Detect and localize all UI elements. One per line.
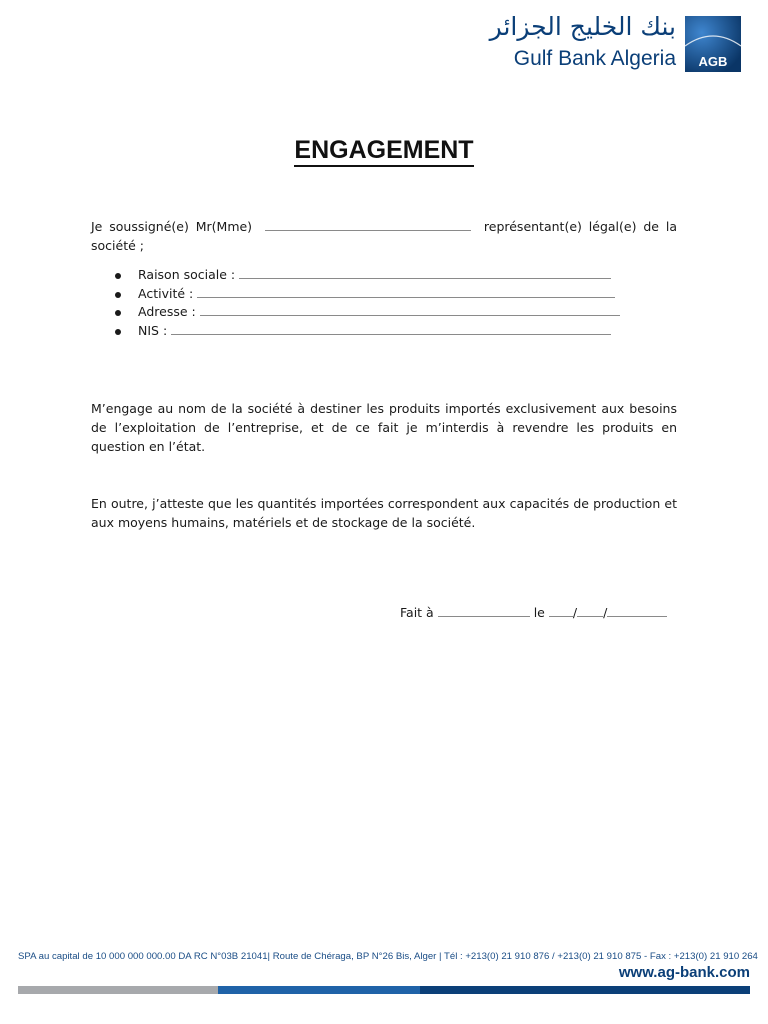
place-date-line bbox=[400, 604, 667, 622]
company-fields-list bbox=[110, 266, 630, 340]
field-raison-sociale bbox=[110, 266, 630, 285]
name-blank-line[interactable] bbox=[265, 218, 471, 231]
field-blank-line[interactable] bbox=[171, 322, 611, 335]
field-label: NIS : bbox=[138, 322, 168, 338]
date-separator: / bbox=[603, 605, 608, 620]
field-activite bbox=[110, 285, 630, 304]
bullet-icon bbox=[115, 329, 121, 335]
year-blank-line[interactable] bbox=[607, 604, 667, 617]
agb-logo-icon bbox=[685, 16, 741, 72]
place-blank-line[interactable] bbox=[438, 604, 530, 617]
intro-text-end: représentant(e) légal(e) de la société ; bbox=[91, 219, 678, 253]
bullet-icon bbox=[115, 310, 121, 316]
field-blank-line[interactable] bbox=[200, 303, 620, 316]
field-adresse bbox=[110, 303, 630, 322]
field-blank-line[interactable] bbox=[197, 285, 615, 298]
logo-badge-text: AGB bbox=[698, 54, 728, 69]
footer-bar-blue bbox=[218, 986, 420, 994]
footer-company-info: SPA au capital de 10 000 000 000.00 DA RC N°03B 21041| Route de Chéraga, BP N°26 Bis, Alger | Tél : +213(0) 21 910 876 / +213(0) 21 910 875 - Fax : +213(0) 21 910 264 bbox=[18, 951, 758, 962]
field-label: Adresse : bbox=[138, 304, 196, 319]
fait-label: Fait à bbox=[400, 605, 434, 620]
month-blank-line[interactable] bbox=[577, 604, 603, 617]
footer-bar-gray bbox=[18, 986, 218, 994]
document-title bbox=[0, 136, 768, 165]
attestation-paragraph: En outre, j’atteste que les quantités importées correspondent aux capacités de production et aux moyens humains, matériels et de stockage de la société. bbox=[91, 496, 677, 530]
date-separator: / bbox=[572, 605, 578, 620]
field-nis bbox=[110, 322, 630, 341]
intro-text-start: Je soussigné(e) Mr(Mme) bbox=[91, 219, 253, 234]
field-blank-line[interactable] bbox=[239, 266, 611, 279]
logo-english-text: Gulf Bank Algeria bbox=[513, 47, 676, 70]
gulf-bank-logo bbox=[468, 12, 752, 78]
footer-bar-dark bbox=[420, 986, 750, 994]
bullet-icon bbox=[115, 273, 121, 279]
field-label: Raison sociale : bbox=[138, 267, 236, 282]
day-blank-line[interactable] bbox=[549, 604, 573, 617]
logo-arabic-text: بنك الخليج الجزائر bbox=[489, 12, 676, 41]
intro-paragraph bbox=[91, 217, 677, 255]
bullet-icon bbox=[115, 292, 121, 298]
field-label: Activité : bbox=[138, 285, 194, 301]
engagement-paragraph: M’engage au nom de la société à destiner les produits importés exclusivement aux besoins de l’exploitation de l’entreprise, et de ce fait je m’interdis à revendre les produits en question en l’état. bbox=[91, 401, 677, 454]
document-title-text: ENGAGEMENT bbox=[294, 136, 473, 167]
le-label: le bbox=[533, 605, 545, 620]
footer-website[interactable]: www.ag-bank.com bbox=[618, 964, 750, 981]
